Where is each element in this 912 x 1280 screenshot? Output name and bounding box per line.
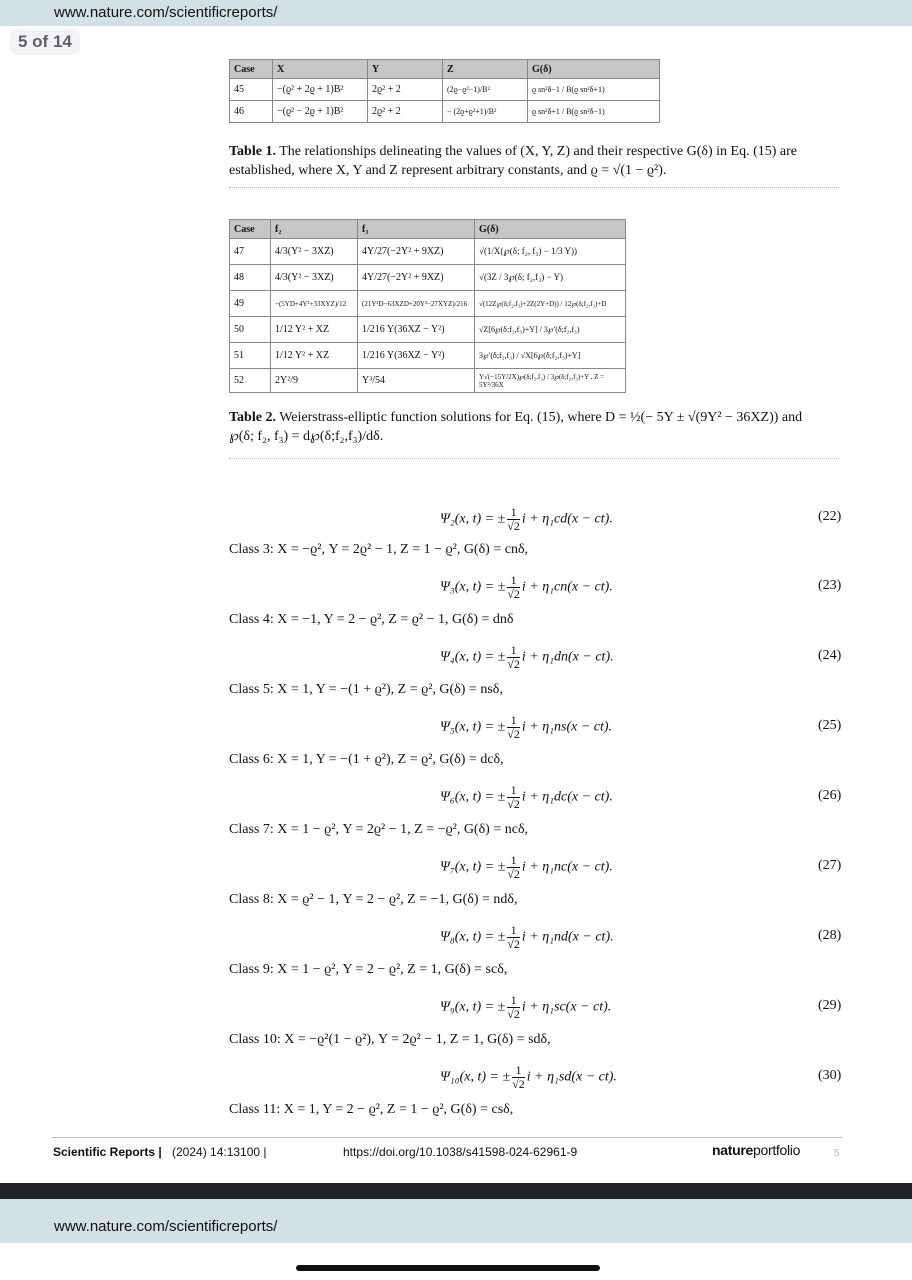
equation-lhs: Ψ₆(x, t) = ±: [440, 789, 506, 805]
frac-num: 1: [507, 854, 520, 868]
page-gap: [0, 1183, 912, 1199]
table-cell: 1/12 Y² + XZ: [271, 317, 358, 343]
footer-journal: Scientific Reports |: [53, 1145, 162, 1159]
table-2-col-case: Case: [230, 220, 271, 239]
equation-rhs: i + η₁nd(x − ct).: [521, 929, 614, 945]
table-1: [229, 59, 660, 123]
frac-num: 1: [507, 506, 520, 520]
table-cell: 2Y²/9: [271, 369, 358, 393]
top-url-bar[interactable]: [0, 0, 912, 26]
class-line: Class 10: X = −ϱ²(1 − ϱ²), Y = 2ϱ² − 1, Z = 1, G(δ) = sdδ,: [229, 1032, 551, 1047]
table-cell: − (2ϱ+ϱ²+1)/B²: [443, 101, 528, 123]
frac-den: √2: [512, 1077, 525, 1091]
table-1-col-z: Z: [443, 60, 528, 79]
equation-number: (27): [818, 858, 842, 873]
equation-rhs: i + η₁cn(x − ct).: [521, 579, 613, 595]
table-1-caption: [229, 142, 839, 180]
frac-den: √2: [507, 1007, 520, 1021]
table-1-col-case: Case: [230, 60, 273, 79]
table-cell: −(5YD+4Y²+33XYZ)/12: [271, 291, 358, 317]
table-cell: 4/3(Y² − 3XZ): [271, 265, 358, 291]
class-line: Class 11: X = 1, Y = 2 − ϱ², Z = 1 − ϱ², G(δ) = csδ,: [229, 1102, 514, 1117]
table-cell: −(ϱ² − 2ϱ + 1)B²: [273, 101, 368, 123]
equation-lhs: Ψ₂(x, t) = ±: [440, 511, 506, 527]
class-line: Class 9: X = 1 − ϱ², Y = 2 − ϱ², Z = 1, G(δ) = scδ,: [229, 962, 508, 977]
equation: [440, 784, 613, 811]
frac-den: √2: [507, 727, 520, 741]
table-cell: ϱ sn²δ+1 / B(ϱ sn²δ−1): [528, 101, 660, 123]
equation-rhs: i + η₁nc(x − ct).: [521, 859, 613, 875]
table-2-col-g: G(δ): [475, 220, 626, 239]
table-cell: (2ϱ−ϱ²−1)/B²: [443, 79, 528, 101]
table-cell: 49: [230, 291, 271, 317]
equation: [440, 506, 613, 533]
table-cell: 4Y/27(−2Y² + 9XZ): [358, 239, 475, 265]
equation-lhs: Ψ₇(x, t) = ±: [440, 859, 506, 875]
table-cell: 47: [230, 239, 271, 265]
equation-rhs: i + η₁dn(x − ct).: [521, 649, 614, 665]
equation: [440, 854, 613, 881]
table-row: [230, 265, 626, 291]
equation-rhs: i + η₁sd(x − ct).: [526, 1069, 617, 1085]
equation-rhs: i + η₁cd(x − ct).: [521, 511, 613, 527]
class-line: Class 7: X = 1 − ϱ², Y = 2ϱ² − 1, Z = −ϱ², G(δ) = ncδ,: [229, 822, 529, 837]
url-text: www.nature.com/scientificreports/: [54, 1218, 278, 1235]
caption-label: Table 1.: [229, 144, 276, 159]
equation-number: (23): [818, 578, 842, 593]
frac-den: √2: [507, 657, 520, 671]
bottom-url-bar[interactable]: [0, 1199, 912, 1243]
frac-den: √2: [507, 937, 520, 951]
table-cell: 1/216 Y(36XZ − Y²): [358, 317, 475, 343]
equation-number: (28): [818, 928, 842, 943]
table-2: [229, 219, 626, 393]
table-row: [230, 79, 660, 101]
frac-num: 1: [512, 1064, 525, 1078]
frac-num: 1: [507, 924, 520, 938]
table-cell: √(3Z / 3℘(δ; f₂,f₃) − Y): [475, 265, 626, 291]
class-line: Class 8: X = ϱ² − 1, Y = 2 − ϱ², Z = −1, G(δ) = ndδ,: [229, 892, 518, 907]
footer-doi-link[interactable]: https://doi.org/10.1038/s41598-024-62961-9: [343, 1145, 578, 1159]
class-line: Class 6: X = 1, Y = −(1 + ϱ²), Z = ϱ², G(δ) = dcδ,: [229, 752, 504, 767]
frac-num: 1: [507, 994, 520, 1008]
caption-text: The relationships delineating the values of (X, Y, Z) and their respective G(δ) in Eq. (15) are established, where X, Y and Z represent arbitrary constants, and ϱ = √(1 − ϱ²).: [229, 144, 798, 178]
footer-divider: [52, 1137, 842, 1138]
equation: [440, 924, 614, 951]
table-cell: 51: [230, 343, 271, 369]
equation: [440, 574, 613, 601]
table-2-caption: [229, 408, 839, 446]
equation-number: (22): [818, 509, 842, 524]
equation-number: (26): [818, 788, 842, 803]
class-line: Class 5: X = 1, Y = −(1 + ϱ²), Z = ϱ², G(δ) = nsδ,: [229, 682, 503, 697]
equation-rhs: i + η₁dc(x − ct).: [521, 789, 613, 805]
logo-bold: nature: [712, 1142, 753, 1158]
table-cell: √Z[6℘(δ;f₂,f₃)+Y] / 3℘′(δ;f₂,f₃): [475, 317, 626, 343]
table-row: [230, 317, 626, 343]
class-line: Class 4: X = −1, Y = 2 − ϱ², Z = ϱ² − 1, G(δ) = dnδ: [229, 612, 514, 627]
table-2-col-f3: f₃: [358, 220, 475, 239]
table-cell: 4Y/27(−2Y² + 9XZ): [358, 265, 475, 291]
table-cell: 48: [230, 265, 271, 291]
table-cell: √(1/X(℘(δ; f₂, f₃) − 1/3 Y)): [475, 239, 626, 265]
divider: [229, 187, 839, 188]
table-2-header: [230, 220, 626, 239]
table-cell: 2ϱ² + 2: [368, 101, 443, 123]
table-row: [230, 239, 626, 265]
logo-light: portfolio: [753, 1142, 801, 1158]
equation: [440, 644, 614, 671]
frac-den: √2: [507, 587, 520, 601]
equation-lhs: Ψ₄(x, t) = ±: [440, 649, 506, 665]
table-cell: 1/12 Y² + XZ: [271, 343, 358, 369]
table-cell: Y√(−15Y/2X)℘(δ;f₂,f₃) / 3℘(δ;f₂,f₃)+Y , Z = 5Y²/36X: [475, 369, 626, 393]
equation-lhs: Ψ₈(x, t) = ±: [440, 929, 506, 945]
caption-label: Table 2.: [229, 410, 276, 425]
equation-lhs: Ψ₉(x, t) = ±: [440, 999, 506, 1015]
equation: [440, 714, 612, 741]
equation-number: (24): [818, 648, 842, 663]
table-row: [230, 291, 626, 317]
equation-number: (30): [818, 1068, 842, 1083]
equation-number: (29): [818, 998, 842, 1013]
equation-lhs: Ψ₃(x, t) = ±: [440, 579, 506, 595]
home-indicator[interactable]: [296, 1265, 600, 1271]
footer-page-number: 5: [834, 1148, 840, 1159]
table-cell: √(12Z℘(δ;f₂,f₃)+2Z(2Y+D)) / 12℘(δ;f₂,f₃)+D: [475, 291, 626, 317]
nature-portfolio-logo: [712, 1142, 800, 1158]
frac-num: 1: [507, 574, 520, 588]
table-1-col-g: G(δ): [528, 60, 660, 79]
url-text: www.nature.com/scientificreports/: [54, 4, 278, 21]
table-cell: 2ϱ² + 2: [368, 79, 443, 101]
table-cell: −(ϱ² + 2ϱ + 1)B²: [273, 79, 368, 101]
table-1-col-y: Y: [368, 60, 443, 79]
table-cell: 1/216 Y(36XZ − Y²): [358, 343, 475, 369]
frac-den: √2: [507, 797, 520, 811]
equation: [440, 994, 611, 1021]
page-indicator: 5 of 14: [10, 29, 80, 55]
divider: [229, 458, 839, 459]
table-cell: 46: [230, 101, 273, 123]
table-cell: 50: [230, 317, 271, 343]
table-row: [230, 343, 626, 369]
equation: [440, 1064, 617, 1091]
table-cell: 4/3(Y² − 3XZ): [271, 239, 358, 265]
table-cell: 3℘′(δ;f₂,f₃) / √X[6℘(δ;f₂,f₃)+Y]: [475, 343, 626, 369]
table-2-col-f2: f₂: [271, 220, 358, 239]
table-cell: 52: [230, 369, 271, 393]
frac-den: √2: [507, 519, 520, 533]
caption-text: Weierstrass-elliptic function solutions for Eq. (15), where D = ½(− 5Y ± √(9Y² − 36XZ)) and: [279, 410, 803, 425]
frac-den: √2: [507, 867, 520, 881]
equation-lhs: Ψ₁₀(x, t) = ±: [440, 1069, 511, 1085]
frac-num: 1: [507, 644, 520, 658]
table-row: [230, 369, 626, 393]
table-cell: (21Y²D−63XZD+20Y³−27XYZ)/216: [358, 291, 475, 317]
caption-text: ℘(δ; f₂, f₃) = d℘(δ;f₂,f₃)/dδ.: [229, 429, 384, 444]
table-cell: Y³/54: [358, 369, 475, 393]
frac-num: 1: [507, 714, 520, 728]
table-cell: 45: [230, 79, 273, 101]
equation-rhs: i + η₁sc(x − ct).: [521, 999, 612, 1015]
table-cell: ϱ sn²δ−1 / B(ϱ sn²δ+1): [528, 79, 660, 101]
equation-rhs: i + η₁ns(x − ct).: [521, 719, 613, 735]
table-1-col-x: X: [273, 60, 368, 79]
equation-lhs: Ψ₅(x, t) = ±: [440, 719, 506, 735]
equation-number: (25): [818, 718, 842, 733]
class-line: Class 3: X = −ϱ², Y = 2ϱ² − 1, Z = 1 − ϱ², G(δ) = cnδ,: [229, 542, 529, 557]
table-1-header: [230, 60, 660, 79]
frac-num: 1: [507, 784, 520, 798]
table-row: [230, 101, 660, 123]
footer-volume: (2024) 14:13100 |: [172, 1145, 267, 1159]
